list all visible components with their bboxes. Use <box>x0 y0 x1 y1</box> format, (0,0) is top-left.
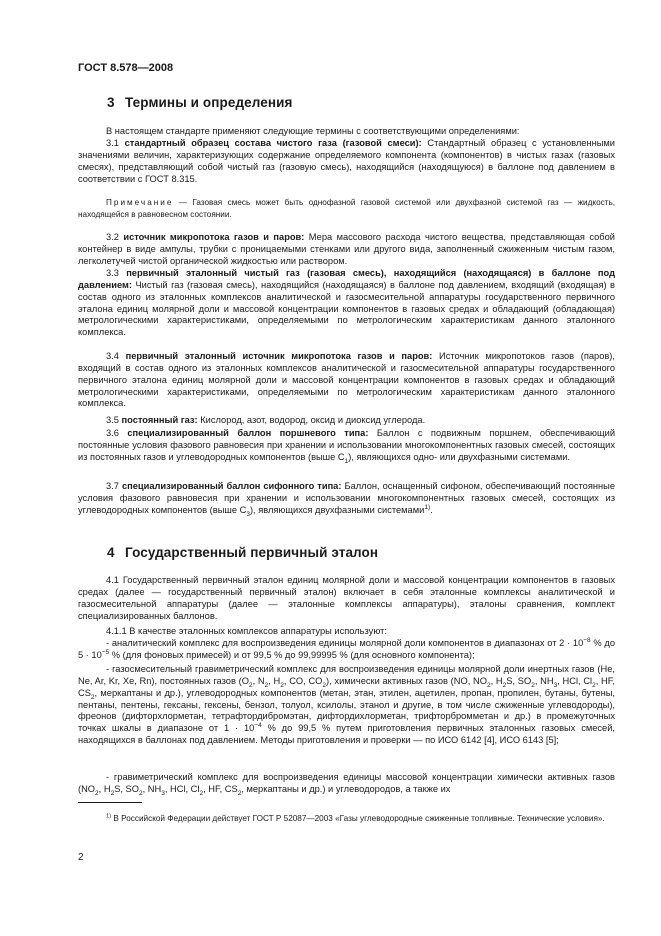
term-name: первичный эталонный источник микропотока газов и паров: <box>125 351 433 361</box>
term-3-6 <box>78 428 615 464</box>
list-item-gas-mixing-complex: - газосмесительный гравиметрический комплекс для воспроизведения единицы молярной доли инертных газов (He, Ne, Ar, Kr, Xe, Rn), постоянных газов ($O_2$, $N_2$, $H_2$, CO, $CO_2$), химически активных газов (NO, $NO_2$, $H_2S$, $SO_2$, $NH_3$, HCl, $Cl_2$, HF, $CS_2$, меркаптаны и др.), углеводородных компонентов (метан, этан, этилен, ацетилен, пропан, пропилен, бутаны, бутены, пентаны, пентены, гексаны, гексены, бензол, толуол, ксилолы, этанол и другие, в том числе сжиженные углеводороды), фреонов (дифторхлорметан, тетрафтордибромэтан, дифтордихлорметан, трифторбромметан и др.) в промежуточных точках шкалы в диапазоне от $1 \cdot 10^{-4}$ % до 99,5 % путем приготовления первичных эталонных газовых смесей, находящихся в баллонах под давлением. Методы приготовления и проверки — по ИСО 6142 [4], ИСО 6143 [5]; <box>78 664 615 746</box>
section-title: Термины и определения <box>125 95 293 110</box>
term-3-4 <box>78 351 615 410</box>
footnote <box>78 813 615 825</box>
section-4-heading <box>107 545 378 560</box>
term-name: стандартный образец состава чистого газа (газовой смеси): <box>124 138 422 148</box>
term-number: 3.1 <box>106 138 119 148</box>
term-number: 3.5 <box>106 415 119 425</box>
note-label: Примечание <box>106 198 174 207</box>
page-number: 2 <box>78 852 84 863</box>
term-3-5 <box>78 415 615 427</box>
term-number: 3.7 <box>106 481 119 491</box>
term-definition: Стандартный образец с установленными значениями величин, характеризующих содержание определяемого компонента (компонентов) в чистых газах (газовых смесях), представляющий собой чистый газ (газовую смесь), находящийся (находящуюся) в баллоне под давлением в соответствии с ГОСТ 8.315. <box>78 138 615 184</box>
term-number: 3.6 <box>106 428 119 438</box>
term-definition: Кислород, азот, водород, оксид и диоксид углерода. <box>200 415 426 425</box>
term-number: 3.4 <box>106 351 119 361</box>
term-definition: Мера массового расхода чистого вещества, представляющая собой контейнер в виде ампулы, трубки с проницаемыми стенками или другого вида, заполненный сжиженным чистым газом, легколетучей чистой органической жидкостью или раствором. <box>78 232 615 266</box>
list-item-analytical-complex: - аналитический комплекс для воспроизведения единицы молярной доли компонентов в диапазонах от $2 \cdot 10^{-8}$ % до $5 \cdot 10^{-5}$ % (для фоновых примесей) и от 99,5 % до 99,99995 % (для основного компонента); <box>78 636 615 660</box>
term-number: 3.2 <box>106 232 119 242</box>
footnote-divider <box>78 802 142 803</box>
section-number: 4 <box>107 545 115 560</box>
term-name: источник микропотока газов и паров: <box>123 232 305 242</box>
term-name: специализированный баллон поршневого типа: <box>127 428 369 438</box>
document-header: ГОСТ 8.578—2008 <box>78 62 174 74</box>
paragraph-4-1: 4.1 Государственный первичный эталон единиц молярной доли и массовой концентрации компонентов в газовых средах (далее — государственный первичный эталон) включает в себя эталонные комплексы аналитической и газосмесительной аппаратуры (далее — эталонные комплексы аппаратуры), эталоны сравнения, комплект специализированных баллонов. <box>78 575 615 621</box>
footnote-marker: 1) <box>106 813 112 820</box>
term-3-7 <box>78 481 615 517</box>
section-3-intro: В настоящем стандарте применяют следующие термины с соответствующими определениями: <box>106 126 520 136</box>
term-definition: Чистый газ (газовая смесь), находящийся (находящаяся) в баллоне под давлением, входящий (входящая) в состав одного из эталонных комплексов аналитической и газосмесительной аппаратуры государственного первичного эталона единиц молярной доли и массовой концентрации компонентов в газовых средах и обладающий (обладающая) метрологическими характеристиками, определяемыми по метрологическим характеристикам данного эталонного комплекса. <box>78 279 615 338</box>
term-3-2 <box>78 232 615 268</box>
list-item-gravimetric-complex: - гравиметрический комплекс для воспроизведения единицы массовой концентрации химически активных газов ($NO_2$, $H_2S$, $SO_2$, $NH_3$, HCl, $Cl_2$, HF, $CS_2$, меркаптаны и др.) и углеводородов, а также их <box>78 772 615 797</box>
term-number: 3.3 <box>106 268 119 278</box>
note-text: — Газовая смесь может быть однофазной газовой системой или двухфазной системой газ — жидкость, находящейся в равновесном состоянии. <box>78 198 616 219</box>
term-definition: Баллон, оснащенный сифоном, обеспечивающий постоянные условия фазового равновесия при хранении и использовании многокомпонентных газовых смесей, состоящих из углеводородных компонентов (выше $C_3$), являющихся двухфазными системами$^{1)}$. <box>78 481 616 518</box>
term-name: постоянный газ: <box>121 415 198 425</box>
paragraph-4-1-1: 4.1.1 В качестве эталонных комплексов аппаратуры используют: <box>106 626 387 636</box>
term-name: специализированный баллон сифонного типа: <box>121 481 342 491</box>
section-title: Государственный первичный эталон <box>125 545 379 560</box>
section-3-heading <box>107 95 293 110</box>
term-3-3 <box>78 268 615 339</box>
term-name: первичный эталонный чистый газ (газовая смесь), находящийся (находящаяся) в баллоне под давлением: <box>78 268 615 290</box>
section-number: 3 <box>107 95 115 110</box>
term-3-1 <box>78 138 615 185</box>
note <box>78 197 615 221</box>
footnote-ref[interactable]: 1) <box>424 503 431 511</box>
term-definition: Баллон с подвижным поршнем, обеспечивающий постоянные условия фазового равновесия при хранении и использовании многокомпонентных газовых смесей, состоящих из постоянных газов и углеводородных компонентов (выше $C_1$), являющихся одно- или двухфазными системами. <box>78 428 616 465</box>
footnote-text: В Российской Федерации действует ГОСТ Р 52087—2003 «Газы углеводородные сжиженные топливные. Технические условия». <box>113 814 605 823</box>
term-definition: Источник микропотоков газов (паров), входящий в состав одного из эталонных комплексов аналитической и газосмесительной аппаратуры государственного первичного эталона единиц молярной доли и массовой концентрации компонентов в газовых средах и обладающий метрологическими характеристиками, определяемыми по метрологическим характеристикам данного эталонного комплекса. <box>78 351 615 409</box>
